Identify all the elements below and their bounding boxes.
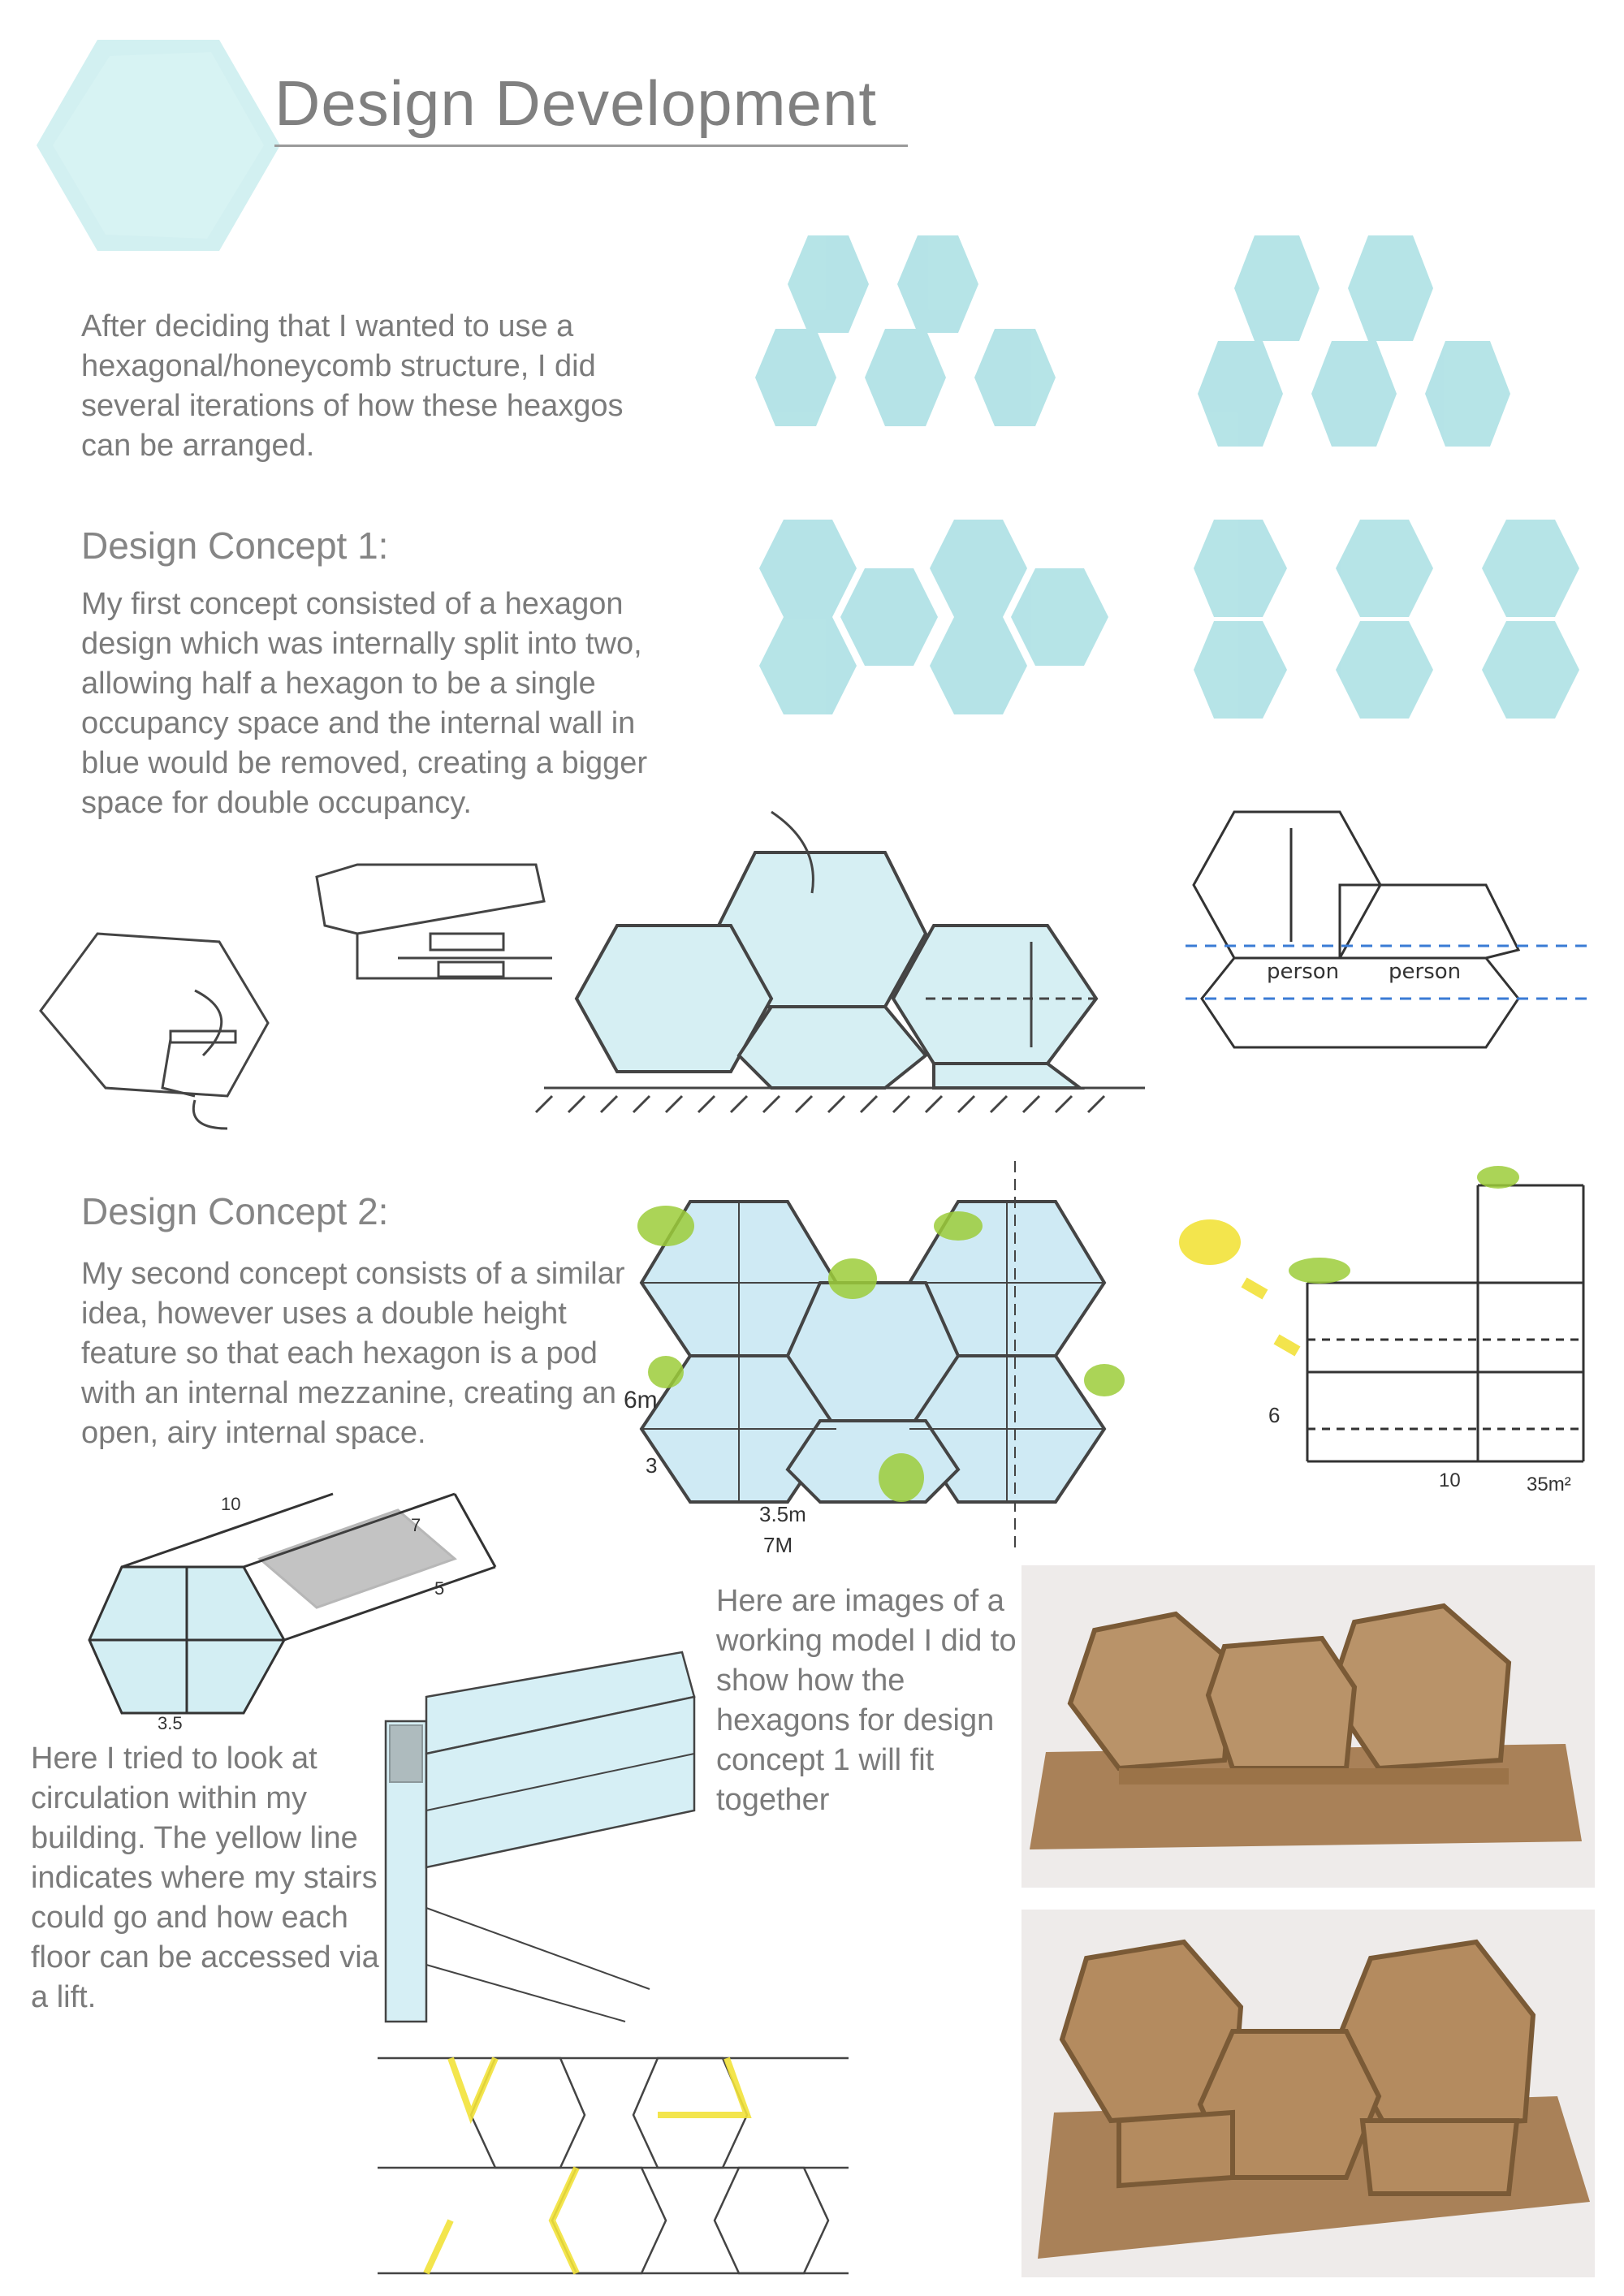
- hexagon-arrangement-1: [751, 227, 1108, 455]
- hexagon-arrangement-2: [1194, 231, 1575, 459]
- hexagon-arrangement-4: [1190, 516, 1596, 727]
- concept1-text: My first concept consisted of a hexagon design which was internally split into two, allowing half a hexagon to be a single occupancy space and the internal wall in blue would be removed, creating a bigger space for double occupancy.: [81, 587, 648, 820]
- axo-length-label: 10: [221, 1494, 241, 1514]
- axo-depth-label: 7: [411, 1515, 421, 1535]
- circulation-hexagon-diagram: [378, 2046, 849, 2281]
- concept2-elevation-sketch: [617, 1161, 1121, 1551]
- circulation-text: Here I tried to look at circulation within my building. The yellow line indicates where my stairs could go and how each floor can be accessed via a lift.: [31, 1741, 379, 2014]
- intro-text: After deciding that I wanted to use a hexagonal/honeycomb structure, I did several iterations of how these heaxgos can be arranged.: [81, 309, 624, 463]
- hexagon-arrangement-3: [751, 516, 1133, 727]
- model-text: Here are images of a working model I did to show how the hexagons for design concept 1 will fit together: [716, 1584, 1017, 1817]
- model-photo-1: [1021, 1565, 1595, 1888]
- concept1-hexagon-split-sketch: [32, 926, 292, 1137]
- concept1-heading: Design Concept 1:: [81, 524, 389, 567]
- person-label-2: person: [1389, 960, 1462, 984]
- concept2-text: My second concept consists of a similar idea, however uses a double height feature so that each hexagon is a pod with an internal mezzanine, creating an open, airy internal space.: [81, 1257, 625, 1450]
- elevation-height-label: 6m: [624, 1387, 658, 1413]
- concept1-hexagon-cluster-sketch: [544, 844, 1145, 1112]
- concept1-occupancy-diagram: [1186, 804, 1608, 1096]
- page-title: Design Development: [274, 67, 878, 139]
- section-height-label: 6: [1268, 1403, 1281, 1427]
- concept2-section-sketch: [1177, 1137, 1608, 1510]
- elevation-floor-label: 3: [646, 1453, 658, 1478]
- circulation-axonometric-sketch: [382, 1648, 698, 2030]
- concept2-heading: Design Concept 2:: [81, 1190, 389, 1232]
- axo-height-label: 5: [434, 1578, 445, 1599]
- elevation-total-width-label: 7M: [763, 1533, 793, 1557]
- person-label-1: person: [1267, 960, 1340, 984]
- section-width-label: 10: [1439, 1470, 1461, 1491]
- hexagon-logo-icon: [32, 36, 284, 255]
- model-photo-2: [1021, 1910, 1595, 2277]
- section-area-label: 35m²: [1527, 1474, 1571, 1495]
- axo-width-label: 3.5: [158, 1713, 183, 1733]
- elevation-pod-width-label: 3.5m: [759, 1502, 806, 1526]
- concept1-pod-perspective-sketch: [309, 861, 577, 982]
- title-underline: [274, 145, 908, 147]
